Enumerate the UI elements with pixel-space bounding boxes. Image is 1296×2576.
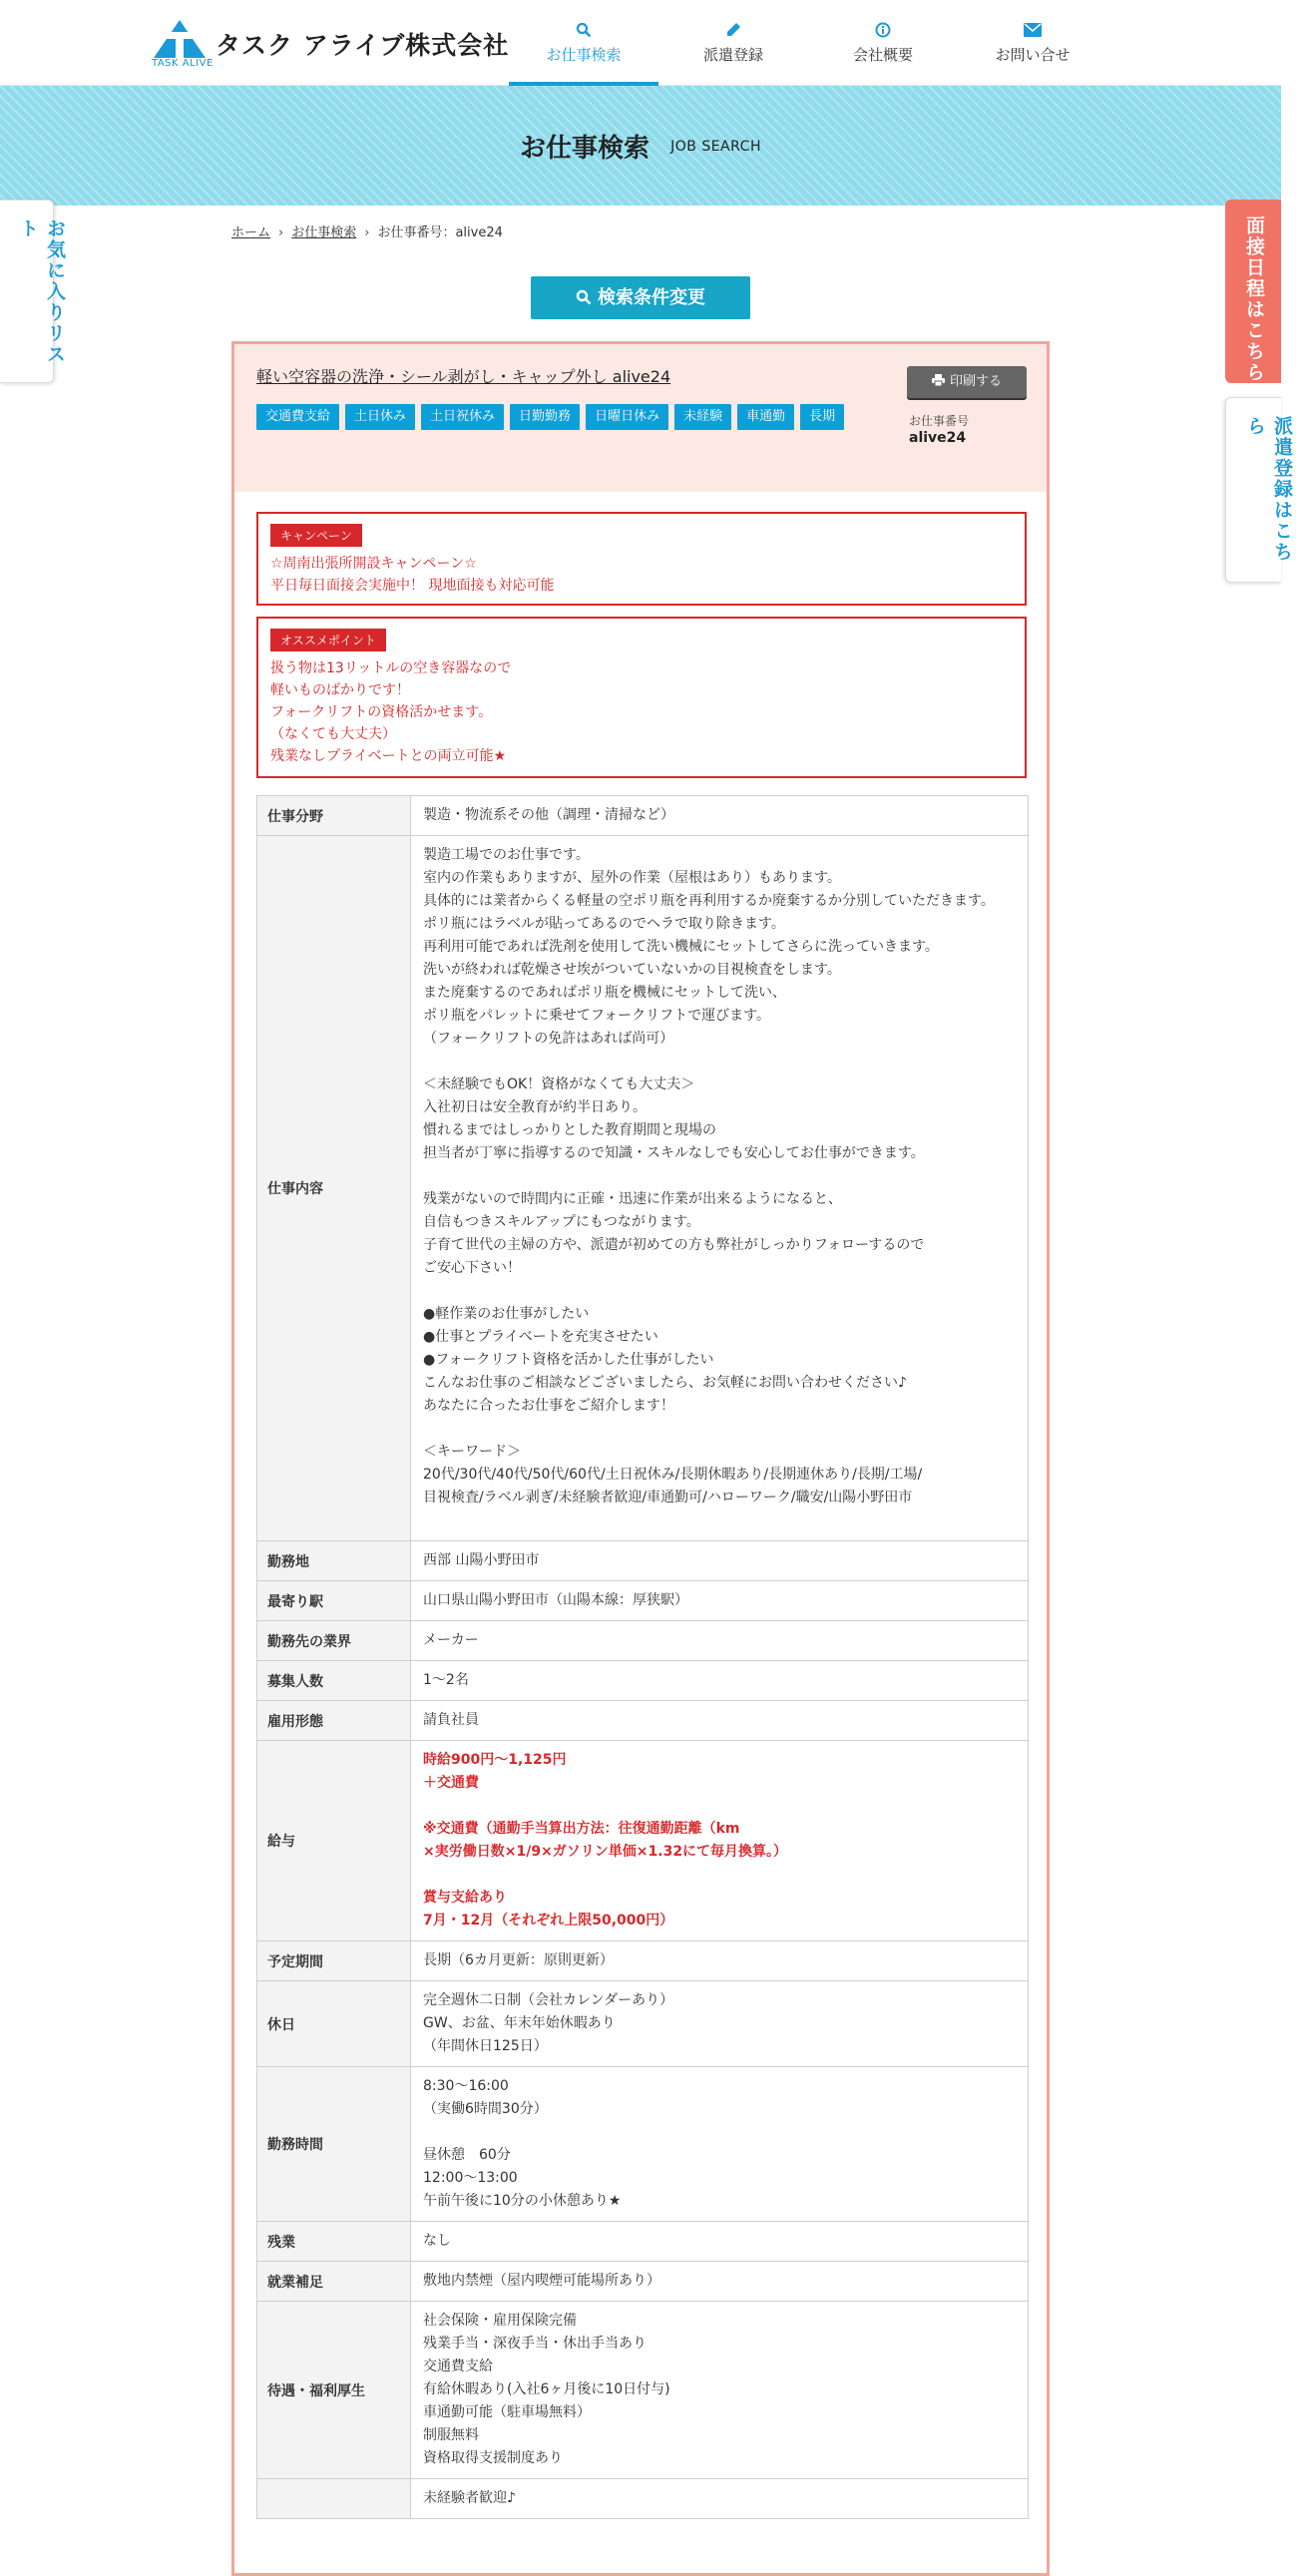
detail-line: 長期（6カ月更新：原則更新）	[423, 1952, 614, 1968]
chevron-right-icon: ›	[364, 225, 370, 240]
recommend-line: 残業なしプライベートとの両立可能★	[270, 748, 507, 764]
detail-line: 車通勤可能（駐車場無料）	[423, 2404, 591, 2420]
interview-schedule-tab[interactable]	[1225, 200, 1281, 383]
detail-row	[257, 1621, 1029, 1661]
detail-line: 山口県山陽小野田市（山陽本線：厚狭駅）	[423, 1592, 688, 1608]
recommend-line: 軽いものばかりです！	[270, 682, 410, 698]
detail-line: ＜未経験でもOK！資格がなくても大丈夫＞	[423, 1076, 695, 1092]
detail-line: 制服無料	[423, 2427, 479, 2443]
detail-row	[257, 2262, 1029, 2302]
recommend-line: （なくても大丈夫）	[270, 726, 396, 742]
job-tag: 土日休み	[345, 404, 415, 430]
detail-row	[257, 1741, 1029, 1941]
detail-row	[257, 2067, 1029, 2222]
detail-line: 慣れるまではしっかりとした教育期間と現場の	[423, 1122, 716, 1138]
detail-label: 休日	[257, 1981, 411, 2067]
breadcrumb-home[interactable]: ホーム	[231, 225, 271, 240]
detail-label: 給与	[257, 1741, 411, 1941]
detail-line	[423, 1864, 1016, 1887]
detail-line	[423, 1509, 1016, 1532]
detail-line: （年間休日125日）	[423, 2038, 548, 2054]
campaign-text	[270, 553, 1013, 597]
detail-line: また廃棄するのであればポリ瓶を機械にセットして洗い、	[423, 985, 786, 1001]
company-name: タスク アライブ株式会社	[216, 31, 510, 60]
detail-label: 勤務地	[257, 1541, 411, 1581]
nav-label: 会社概要	[852, 46, 913, 64]
recommend-line: 扱う物は13リットルの空き容器なので	[270, 660, 512, 676]
site-header	[0, 0, 1281, 86]
detail-line	[423, 1165, 1016, 1188]
print-button-label: 印刷する	[949, 374, 1002, 389]
detail-value	[411, 2302, 1029, 2479]
detail-line: 具体的には業者からくる軽量の空ポリ瓶を再利用するか廃棄するか分別していただきます。	[423, 893, 995, 909]
job-tag: 日曜日休み	[586, 404, 668, 430]
detail-line: 洗いが終われば乾燥させ埃がついていないかの目視検査をします。	[423, 962, 841, 978]
job-title[interactable]: 軽い空容器の洗浄・シール剥がし・キャップ外し alive24	[256, 367, 671, 386]
detail-value	[411, 2262, 1029, 2302]
detail-label: 最寄り駅	[257, 1581, 411, 1621]
detail-value	[411, 796, 1029, 836]
detail-line: 社会保険・雇用保険完備	[423, 2313, 577, 2329]
campaign-line: 平日毎日面接会実施中！ 現地面接も対応可能	[270, 578, 555, 594]
detail-line: 交通費支給	[423, 2359, 493, 2374]
detail-line: 7月・12月（それぞれ上限50,000円）	[423, 1913, 674, 1929]
detail-line: 午前午後に10分の小休憩あり★	[423, 2193, 622, 2209]
detail-label: 就業補足	[257, 2262, 411, 2302]
detail-value	[411, 1701, 1029, 1741]
detail-line: 残業手当・深夜手当・休出手当あり	[423, 2336, 647, 2352]
recommend-box	[256, 617, 1027, 778]
detail-line	[423, 1051, 1016, 1073]
detail-line: 昼休憩 60分	[423, 2147, 511, 2163]
search-icon	[576, 289, 592, 305]
favorites-list-tab[interactable]	[0, 200, 66, 383]
nav-label: 派遣登録	[702, 46, 763, 64]
detail-line: 入社初日は安全教育が約半日あり。	[423, 1099, 647, 1115]
mail-icon	[958, 22, 1107, 44]
campaign-label: キャンペーン	[270, 524, 362, 547]
job-tag: 交通費支給	[256, 404, 339, 430]
detail-row	[257, 1701, 1029, 1741]
print-button[interactable]	[907, 366, 1027, 398]
company-logo[interactable]	[152, 18, 510, 70]
detail-label: 勤務時間	[257, 2067, 411, 2222]
job-number-label: お仕事番号	[909, 414, 970, 428]
detail-line: ご安心下さい！	[423, 1260, 521, 1276]
detail-line: 再利用可能であれば洗剤を使用して洗い機械にセットしてさらに洗っていきます。	[423, 939, 939, 955]
detail-value	[411, 2222, 1029, 2262]
dispatch-register-tab[interactable]	[1225, 397, 1293, 583]
detail-line: 請負社員	[423, 1712, 479, 1728]
detail-value	[411, 1541, 1029, 1581]
job-tag: 日勤勤務	[510, 404, 580, 430]
recommend-label: オススメポイント	[270, 629, 386, 651]
detail-value	[411, 1981, 1029, 2067]
detail-value	[411, 1741, 1029, 1941]
detail-row	[257, 1941, 1029, 1981]
detail-label: 勤務先の業界	[257, 1621, 411, 1661]
detail-label: 募集人数	[257, 1661, 411, 1701]
detail-label: 仕事内容	[257, 836, 411, 1541]
detail-line: 製造工場でのお仕事です。	[423, 847, 590, 863]
detail-label: 雇用形態	[257, 1701, 411, 1741]
detail-row	[257, 2302, 1029, 2479]
detail-row	[257, 2479, 1029, 2519]
campaign-line: ☆周南出張所開設キャンペーン☆	[270, 556, 477, 572]
detail-label: 待遇・福利厚生	[257, 2302, 411, 2479]
detail-line: 8:30～16:00	[423, 2078, 509, 2094]
job-tag: 車通勤	[737, 404, 794, 430]
detail-label: 仕事分野	[257, 796, 411, 836]
job-tag: 未経験	[674, 404, 731, 430]
detail-line: 未経験者歓迎♪	[423, 2490, 516, 2506]
change-search-conditions-button[interactable]	[531, 276, 750, 319]
detail-line: こんなお仕事のご相談などございましたら、お気軽にお問い合わせください♪	[423, 1375, 907, 1391]
detail-line: （フォークリフトの免許はあれば尚可）	[423, 1031, 674, 1047]
breadcrumb-current: お仕事番号：alive24	[377, 225, 503, 240]
detail-line: 担当者が丁寧に指導するので知識・スキルなしでも安心してお仕事ができます。	[423, 1145, 925, 1161]
detail-value	[411, 1581, 1029, 1621]
detail-line: なし	[423, 2233, 451, 2249]
favorites-list-label: お気に入りリスト	[17, 218, 66, 365]
detail-line: メーカー	[423, 1632, 479, 1648]
detail-line: 西部 山陽小野田市	[423, 1552, 540, 1568]
page-title: お仕事検索	[520, 134, 650, 164]
detail-line: ＋交通費	[423, 1775, 479, 1791]
detail-row	[257, 796, 1029, 836]
detail-row	[257, 1541, 1029, 1581]
job-tags	[256, 404, 855, 440]
detail-value	[411, 1941, 1029, 1981]
detail-line: 1～2名	[423, 1672, 469, 1688]
info-icon	[808, 22, 958, 44]
detail-line	[423, 1418, 1016, 1441]
detail-line	[423, 1280, 1016, 1303]
detail-line: 12:00～13:00	[423, 2170, 518, 2186]
page-banner	[0, 86, 1281, 206]
breadcrumb-job-search[interactable]: お仕事検索	[291, 225, 357, 240]
detail-line: 賞与支給あり	[423, 1890, 507, 1906]
detail-line: 目視検査/ラベル剥ぎ/未経験者歓迎/車通勤可/ハローワーク/職安/山陽小野田市	[423, 1490, 913, 1505]
detail-line: 有給休暇あり(入社6ヶ月後に10日付与)	[423, 2381, 670, 2397]
detail-line: 子育て世代の主婦の方や、派遣が初めての方も弊社がしっかりフォローするので	[423, 1237, 925, 1253]
nav-contact[interactable]	[958, 0, 1107, 86]
detail-value	[411, 1621, 1029, 1661]
printer-icon	[932, 374, 945, 386]
job-number: alive24	[909, 430, 967, 446]
breadcrumb	[231, 221, 503, 240]
detail-row	[257, 1981, 1029, 2067]
detail-line: ポリ瓶をパレットに乗せてフォークリフトで運びます。	[423, 1008, 771, 1024]
detail-label	[257, 2479, 411, 2519]
detail-line: （実働6時間30分）	[423, 2101, 548, 2117]
detail-value	[411, 2479, 1029, 2519]
detail-line: 自信もつきスキルアップにもつながります。	[423, 1214, 700, 1230]
search-icon	[509, 22, 658, 44]
job-tag: 長期	[800, 404, 844, 430]
chevron-right-icon: ›	[278, 225, 284, 240]
detail-line: ×実労働日数×1/9×ガソリン単価×1.32にて毎月換算。）	[423, 1844, 788, 1860]
detail-value	[411, 2067, 1029, 2222]
detail-line: ポリ瓶にはラベルが貼ってあるのでヘラで取り除きます。	[423, 916, 785, 932]
detail-line: ＜キーワード＞	[423, 1444, 521, 1460]
nav-label: お仕事検索	[546, 46, 622, 64]
job-tag: 土日祝休み	[421, 404, 504, 430]
detail-row	[257, 1581, 1029, 1621]
detail-line: ※交通費（通勤手当算出方法：往復通勤距離（km	[423, 1821, 740, 1837]
detail-line: 残業がないので時間内に正確・迅速に作業が出来るようになると、	[423, 1191, 842, 1207]
job-card	[231, 341, 1050, 2576]
detail-line: 製造・物流系その他（調理・清掃など）	[423, 807, 674, 823]
recommend-line: フォークリフトの資格活かせます。	[270, 704, 493, 720]
interview-schedule-label: 面接日程はこちら	[1243, 215, 1265, 383]
job-detail-table	[256, 795, 1029, 2519]
detail-line: 資格取得支援制度あり	[423, 2450, 563, 2466]
nav-label: お問い合せ	[995, 46, 1071, 64]
pencil-icon	[658, 22, 808, 44]
detail-label: 予定期間	[257, 1941, 411, 1981]
detail-line: 敷地内禁煙（屋内喫煙可能場所あり）	[423, 2273, 660, 2289]
detail-row	[257, 1661, 1029, 1701]
detail-line	[423, 1795, 1016, 1818]
nav-company-overview[interactable]	[808, 0, 958, 86]
detail-value	[411, 836, 1029, 1541]
detail-row	[257, 2222, 1029, 2262]
detail-line: あなたに合ったお仕事をご紹介します！	[423, 1398, 674, 1414]
detail-line: GW、お盆、年末年始休暇あり	[423, 2015, 616, 2031]
main-nav	[509, 0, 1107, 86]
recommend-text	[270, 657, 1013, 767]
detail-line	[423, 2121, 1016, 2144]
detail-line: 時給900円～1,125円	[423, 1752, 567, 1768]
detail-line: ●仕事とプライベートを充実させたい	[423, 1329, 658, 1345]
detail-value	[411, 1661, 1029, 1701]
detail-line: 完全週休二日制（会社カレンダーあり）	[423, 1992, 674, 2008]
detail-row	[257, 836, 1029, 1541]
detail-line: ●軽作業のお仕事がしたい	[423, 1306, 590, 1322]
detail-label: 残業	[257, 2222, 411, 2262]
detail-line: 20代/30代/40代/50代/60代/土日祝休み/長期休暇あり/長期連休あり/長期/工場/	[423, 1467, 923, 1483]
company-name-en: TASK ALIVE	[152, 58, 214, 69]
detail-line: 室内の作業もありますが、屋外の作業（屋根はあり）もあります。	[423, 870, 841, 886]
job-card-header	[234, 344, 1047, 492]
detail-line: ●フォークリフト資格を活かした仕事がしたい	[423, 1352, 714, 1368]
page-subtitle: JOB SEARCH	[670, 138, 761, 155]
nav-dispatch-register[interactable]	[658, 0, 808, 86]
search-button-label: 検索条件変更	[598, 287, 705, 308]
campaign-box	[256, 512, 1027, 606]
nav-job-search[interactable]	[509, 0, 658, 86]
dispatch-register-label: 派遣登録はこちら	[1244, 416, 1293, 563]
